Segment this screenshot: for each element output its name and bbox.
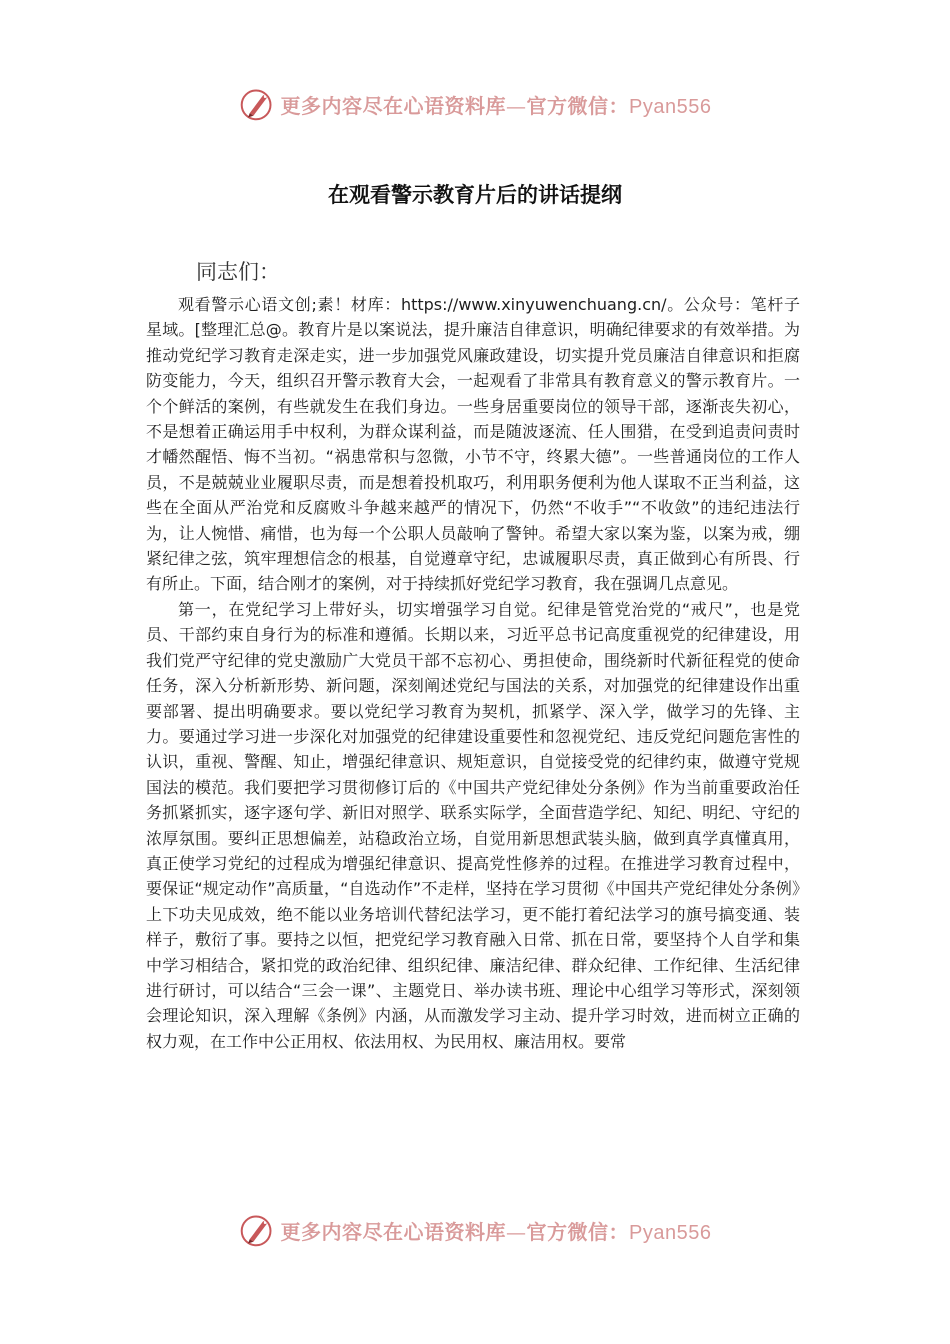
pen-nib-logo-icon xyxy=(239,1212,275,1248)
document-title: 在观看警示教育片后的讲话提纲 xyxy=(328,183,622,207)
footer-banner xyxy=(0,1210,950,1250)
banner-text: 更多内容尽在心语资料库—官方微信：Pyan556 xyxy=(280,93,712,118)
paragraph: 观看警示心语文创;素！材库：https://www.xinyuwenchuang.cn/。公众号：笔杆子星域。[整理汇总@。教育片是以案说法，提升廉洁自律意识，明确纪律要求的有效举措。为推动党纪学习教育走深走实，进一步加强党风廉政建设，切实提升党员廉洁自律意识和拒腐防变能力，今天，组织召开警示教育大会，一起观看了非常具有教育意义的警示教育片。一个个鲜活的案例，有些就发生在我们身边。一些身居重要岗位的领导干部，逐渐丧失初心，不是想着正确运用手中权利，为群众谋利益，而是随波逐流、任人围猎，在受到追责问责时才幡然醒悟、悔不当初。“祸患常积与忽微，小节不守，终累大德”。一些普通岗位的工作人员，不是兢兢业业履职尽责，而是想着投机取巧，利用职务便利为他人谋取不正当利益，这些在全面从严治党和反腐败斗争越来越严的情况下，仍然“不收手”“不收敛”的违纪违法行为，让人惋惜、痛惜，也为每一个公职人员敲响了警钟。希望大家以案为鉴，以案为戒，绷紧纪律之弦，筑牢理想信念的根基，自觉遵章守纪，忠诚履职尽责，真正做到心有所畏、行有所止。下面，结合刚才的案例，对于持续抓好党纪学习教育，我在强调几点意见。 xyxy=(146,295,800,594)
banner-text: 更多内容尽在心语资料库—官方微信：Pyan556 xyxy=(280,1219,712,1244)
pen-nib-logo-icon xyxy=(239,86,275,122)
paragraph: 第一，在党纪学习上带好头，切实增强学习自觉。纪律是管党治党的“戒尺”，也是党员、干部约束自身行为的标准和遵循。长期以来，习近平总书记高度重视党的纪律建设，用我们党严守纪律的党史激励广大党员干部不忘初心、勇担使命，围绕新时代新征程党的使命任务，深入分析新形势、新问题，深刻阐述党纪与国法的关系，对加强党的纪律建设作出重要部署、提出明确要求。要以党纪学习教育为契机，抓紧学、深入学，做学习的先锋、主力。要通过学习进一步深化对加强党的纪律建设重要性和忽视党纪、违反党纪问题危害性的认识，重视、警醒、知止，增强纪律意识、规矩意识，自觉接受党的纪律约束，做遵守党规国法的模范。我们要把学习贯彻修订后的《中国共产党纪律处分条例》作为当前重要政治任务抓紧抓实，逐字逐句学、新旧对照学、联系实际学，全面营造学纪、知纪、明纪、守纪的浓厚氛围。要纠正思想偏差，站稳政治立场，自觉用新思想武装头脑，做到真学真懂真用，真正使学习党纪的过程成为增强纪律意识、提高党性修养的过程。在推进学习教育过程中，要保证“规定动作”高质量，“自选动作”不走样，坚持在学习贯彻《中国共产党纪律处分条例》上下功夫见成效，绝不能以业务培训代替纪法学习，更不能打着纪法学习的旗号搞变通、装样子，敷衍了事。要持之以恒，把党纪学习教育融入日常、抓在日常，要坚持个人自学和集中学习相结合，紧扣党的政治纪律、组织纪律、廉洁纪律、群众纪律、工作纪律、生活纪律进行研讨，可以结合“三会一课”、主题党日、举办读书班、理论中心组学习等形式，深刻领会理论知识，深入理解《条例》内涵，从而激发学习主动、提升学习时效，进而树立正确的权力观，在工作中公正用权、依法用权、为民用权、廉洁用权。要常 xyxy=(146,599,800,1051)
salutation: 同志们： xyxy=(196,260,280,284)
header-banner xyxy=(0,84,950,124)
document-body xyxy=(146,292,800,1054)
